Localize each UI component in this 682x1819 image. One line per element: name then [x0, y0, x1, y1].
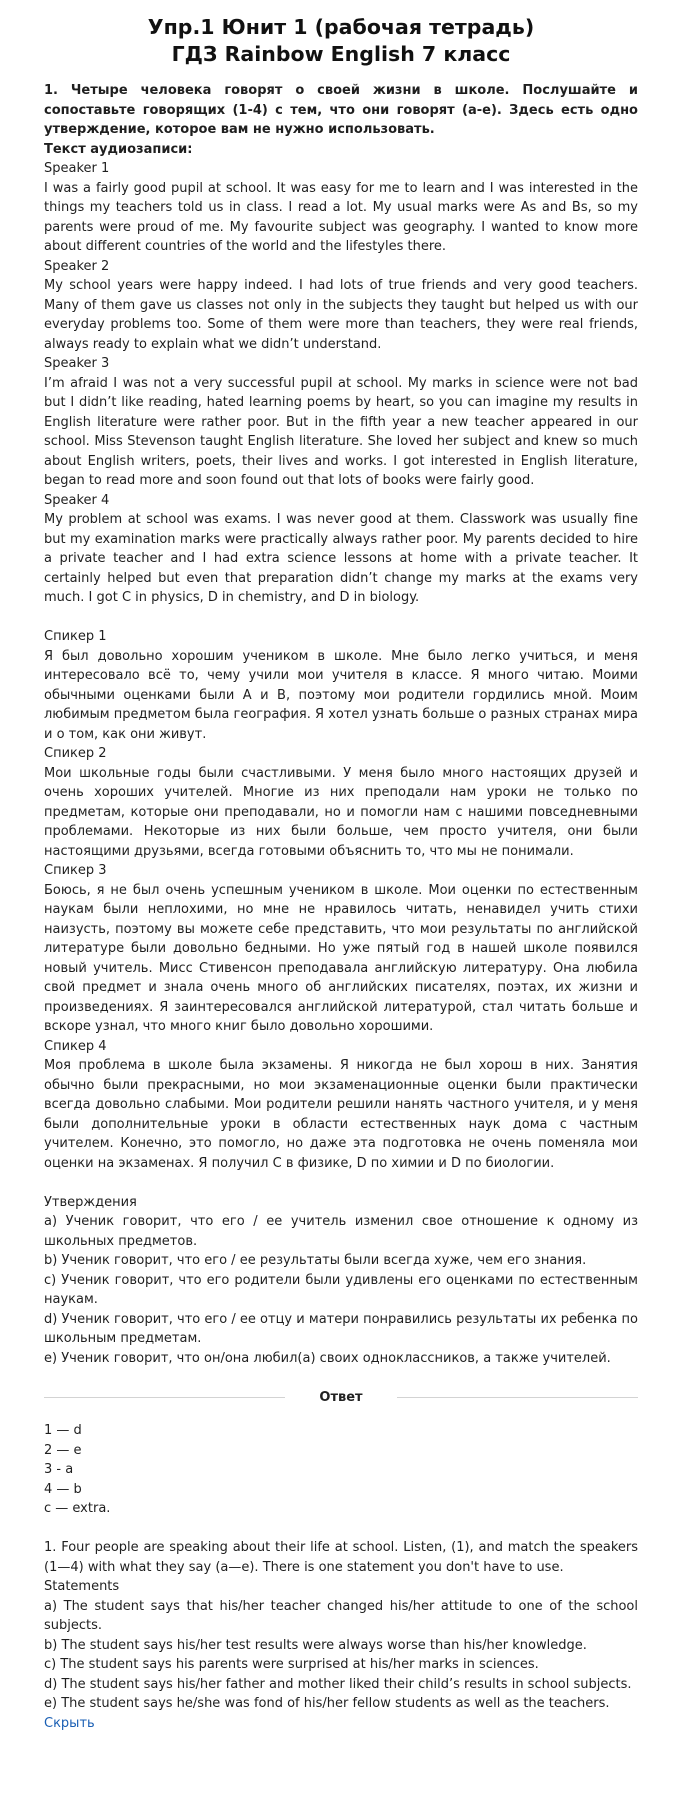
statement-item: d) Ученик говорит, что его / ее отцу и матери понравились результаты их ребенка по школьным предметам.	[44, 1311, 638, 1346]
speaker-text: My problem at school was exams. I was never good at them. Classwork was usually fine but my examination marks were practically always rather poor. My parents decided to hire a private teacher and I had extra science lessons at home with a private teacher. It certainly helped but even that preparation didn’t change my marks at the exams very much. I got C in physics, D in chemistry, and D in biology.	[44, 512, 638, 605]
speaker-block	[44, 491, 638, 608]
spacer	[44, 1519, 638, 1539]
statement-item: a) Ученик говорит, что его / ее учитель изменил свое отношение к одному из школьных предметов.	[44, 1214, 638, 1249]
answer-item: 4 — b	[44, 1481, 82, 1497]
speaker-name: Speaker 1	[44, 161, 110, 176]
speaker-name: Спикер 3	[44, 863, 107, 878]
statement-en-item: d) The student says his/her father and mother liked their child’s results in school subjects.	[44, 1676, 632, 1692]
answer-section	[44, 1421, 638, 1733]
speaker-name: Спикер 4	[44, 1038, 107, 1054]
speaker-name: Speaker 3	[44, 356, 110, 371]
task-body	[44, 81, 638, 1368]
speaker-block	[44, 159, 638, 257]
divider-line-right	[397, 1397, 638, 1398]
speaker-block	[44, 744, 638, 861]
title-line-1: Упр.1 Юнит 1 (рабочая тетрадь)	[147, 15, 535, 39]
spacer	[44, 1173, 638, 1193]
russian-transcript	[44, 627, 638, 1173]
statements-ru	[44, 1193, 638, 1369]
speaker-text: Мои школьные годы были счастливыми. У меня было много настоящих друзей и очень хороших учителей. Многие из них преподали нам уроки не только по предметам, которые они преподавали, но и помогли нам с нашими повседневными проблемами. Некоторые из них были больше, чем просто учителя, они были настоящими друзьями, всегда готовыми объяснить то, что мы не понимали.	[44, 765, 638, 859]
answer-divider	[44, 1390, 638, 1405]
statement-item: e) Ученик говорит, что он/она любил(а) своих одноклассников, а также учителей.	[44, 1350, 611, 1366]
speaker-text: Боюсь, я не был очень успешным учеником в школе. Мои оценки по естественным наукам были неплохими, но мне не нравилось читать, ненавидел учить стихи наизусть, поэтому вы можете себе представить, что мои результаты по английской литературе были довольно бедными. Но уже пятый год в нашей школе появился новый учитель. Мисс Стивенсон преподавала английскую литературу. Она любила свой предмет и знала очень много об английских писателях, поэтах, их жизни и произведениях. Я заинтересовался английской литературой, стал читать больше и вскоре узнал, что много книг было довольно хорошими.	[44, 882, 638, 1034]
speaker-block	[44, 257, 638, 355]
speaker-text: Моя проблема в школе была экзамены. Я никогда не был хорош в них. Занятия обычно были прекрасными, но мои экзаменационные оценки были практически всегда довольно слабыми. Мои родители решили нанять частного учителя, и у меня были дополнительные уроки в области естественных наук дома с частным учителем. Конечно, это помогло, но даже эта подготовка не очень поменяла мои оценки на экзаменах. Я получил С в физике, D по химии и D по биологии.	[44, 1058, 638, 1171]
divider-line-left	[44, 1397, 285, 1398]
task-english: 1. Four people are speaking about their life at school. Listen, (1), and match the speakers (1—4) with what they say (a—e). There is one statement you don't have to use.	[44, 1540, 638, 1575]
speaker-text: I was a fairly good pupil at school. It was easy for me to learn and I was interested in the things my teachers told us in class. I read a lot. My usual marks were As and Bs, so my parents were proud of me. My favourite subject was geography. I wanted to know more about different countries of the world and the lifestyles there.	[44, 180, 638, 254]
answer-item: c — extra.	[44, 1501, 111, 1516]
speaker-name: Спикер 2	[44, 746, 107, 761]
answer-item: 1 — d	[44, 1423, 82, 1438]
speaker-text: I’m afraid I was not a very successful pupil at school. My marks in science were not bad but I didn’t like reading, hated learning poems by heart, so you can imagine my results in English literature were rather poor. But in the fifth year a new teacher appeared in our school. Miss Stevenson taught English literature. She loved her subject and knew so much about English writers, poets, their lives and works. I got interested in English literature, began to read more and soon found out that lots of books were fairly good.	[44, 375, 638, 488]
hide-answer-link[interactable]: Скрыть	[44, 1715, 95, 1731]
audio-label: Текст аудиозаписи:	[44, 141, 193, 157]
speaker-name: Спикер 1	[44, 629, 107, 644]
speaker-block	[44, 627, 638, 744]
statement-en-item: c) The student says his parents were surprised at his/her marks in sciences.	[44, 1657, 539, 1672]
answer-item: 2 — e	[44, 1442, 82, 1458]
speaker-block	[44, 354, 638, 491]
speaker-name: Speaker 4	[44, 492, 110, 508]
speaker-block	[44, 861, 638, 1037]
speaker-name: Speaker 2	[44, 258, 110, 274]
speaker-text: Я был довольно хорошим учеником в школе. Мне было легко учиться, и меня интересовало всё то, чему учили мои учителя в классе. Я много читаю. Моими обычными оценками были A и B, поэтому мои родители гордились мной. Моим любимым предметом была география. Я хотел узнать больше о разных странах мира и о том, как они живут.	[44, 648, 638, 742]
statement-en-item: b) The student says his/her test results were always worse than his/her knowledge.	[44, 1637, 587, 1653]
english-transcript	[44, 159, 638, 608]
title-line-2: ГДЗ Rainbow English 7 класс	[171, 42, 511, 66]
statement-item: c) Ученик говорит, что его родители были удивлены его оценками по естественным наукам.	[44, 1272, 638, 1307]
answer-item: 3 - a	[44, 1462, 74, 1477]
answer-heading: Ответ	[319, 1390, 363, 1405]
statements-en-label: Statements	[44, 1579, 120, 1594]
page-title	[44, 14, 638, 68]
speaker-block	[44, 1037, 638, 1174]
statements-label: Утверждения	[44, 1194, 137, 1210]
answer-list	[44, 1421, 638, 1519]
statement-en-item: e) The student says he/she was fond of his/her fellow students as well as the teachers.	[44, 1696, 610, 1711]
statement-item: b) Ученик говорит, что его / ее результаты были всегда хуже, чем его знания.	[44, 1253, 587, 1268]
spacer	[44, 608, 638, 628]
statement-en-item: a) The student says that his/her teacher changed his/her attitude to one of the school subjects.	[44, 1598, 638, 1633]
speaker-text: My school years were happy indeed. I had lots of true friends and very good teachers. Many of them gave us classes not only in the subjects they taught but helped us with our everyday problems too. Some of them were more than teachers, they were real friends, always ready to explain what we didn’t understand.	[44, 278, 638, 352]
task-title: 1. Четыре человека говорят о своей жизни в школе. Послушайте и сопоставьте говорящих (1-4) с тем, что они говорят (a-e). Здесь есть одно утверждение, которое вам не нужно использовать.	[44, 83, 638, 137]
